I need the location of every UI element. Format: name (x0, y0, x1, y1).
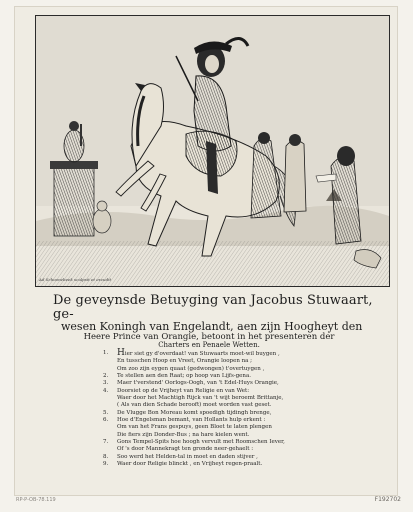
catalog-number-right: F192702 (374, 496, 401, 503)
catalog-number-left: RP-P-OB-78.119 (16, 497, 56, 503)
verse-line: Die fiers zijn Donder-Bus ; na hare kielen went. (117, 431, 250, 438)
title-line-4: Charters en Penaele Wetten. (158, 340, 260, 349)
title-line-1: De geveynsde Betuyging van Jacobus Stuwaart, ge- (53, 293, 373, 322)
print-title (53, 294, 383, 349)
verse-line: 8. Soo werd het Helden-tal in moet en daden stijver , (103, 453, 258, 460)
verse-line: Om zoo zijn eygen quaat (gedwongen) t'overtuygen , (117, 365, 265, 372)
print-sheet (14, 6, 398, 496)
verse-line: 1. Hier siet gy d'overdaat! van Stuwaarts moet-wil buygen , (103, 348, 280, 358)
verse-line: 7. Gons Tempel-Spits hoe hoogh vervult met Roomschen Iever, (103, 439, 285, 446)
verse-line: 4. Doorsiet op de Vrijheyt van Religie en van Wet: (103, 387, 250, 394)
engraving-plate (35, 15, 390, 287)
verse-line: 3. Maer t'verstend' Oorlogs-Oogh, van 't Edel-Huys Orangie, (103, 380, 279, 387)
plate-imprint: Ad Schoonebeek sculpsit et excudit (39, 277, 112, 282)
verse-line: Of 's door Mannekragt ten gronde neer-gehaelt : (117, 446, 254, 453)
verse-line: 5. De Vlugge Bon Moreau komt spoedigh tijdingh brenge, (103, 409, 272, 416)
verse-line: 9. Waer door Religie blinckt , en Vrijheyt regen-praalt. (103, 461, 263, 468)
engraving-illustration (36, 16, 389, 286)
verse-line: Waer door het Machtigh Rijck van 't wijt beroemt Brittanje, (117, 395, 284, 402)
verse-line: 2. Te stellen aen den Raat; op hoop van Lijfs-gena. (103, 373, 251, 380)
verse-line: ( Als van dien Schade berooft) moet worden vast geset. (117, 402, 272, 409)
title-line-3: Heere Prince van Orangie, betoont in het presenteren der (83, 331, 335, 342)
title-line-2: wesen Koningh van Engelandt, aen zijn Hoogheyt den (61, 320, 363, 334)
verse-line: Om van het Frans gespuys, geen Bloet te laten plengen (117, 424, 272, 431)
verse-line: 6. Hoe d'Engelsman bemant, van Hollants hulp erkent : (103, 417, 266, 424)
verse-line: En tusschen Hoop en Vreet, Orangie loopen na ; (117, 358, 253, 365)
verse-block (103, 350, 363, 469)
